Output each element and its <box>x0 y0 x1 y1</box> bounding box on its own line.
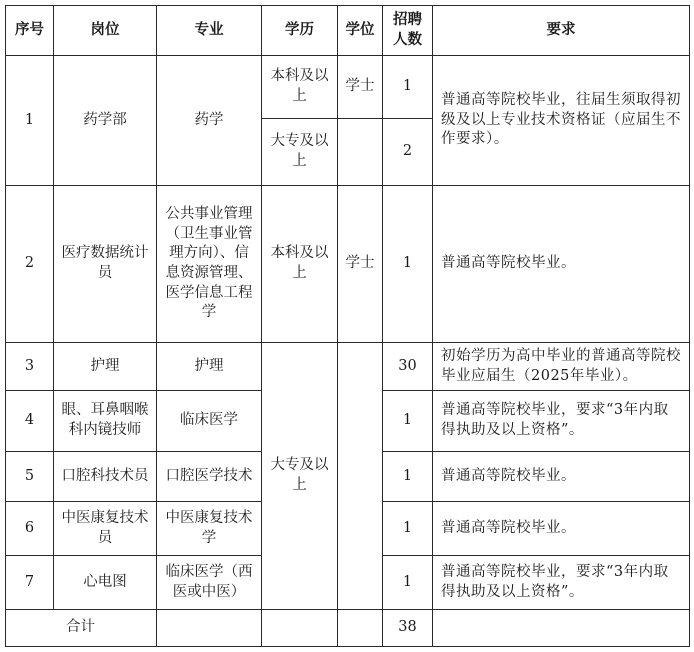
row-post: 护理 <box>54 343 157 391</box>
total-row <box>6 610 690 647</box>
header-headcount: 招聘人数 <box>383 6 433 56</box>
row-requirements: 普通高等院校毕业。 <box>433 502 690 556</box>
row-education: 大专及以上 <box>262 119 338 186</box>
recruitment-table <box>5 5 690 647</box>
table-row <box>6 343 690 391</box>
row-requirements: 普通高等院校毕业，要求“3年内取得执助及以上资格”。 <box>433 556 690 610</box>
row-requirements: 普通高等院校毕业，要求“3年内取得执助及以上资格”。 <box>433 391 690 452</box>
header-major: 专业 <box>157 6 262 56</box>
row-headcount: 1 <box>383 502 433 556</box>
shared-education: 大专及以上 <box>262 343 338 610</box>
row-major: 公共事业管理（卫生事业管理方向）、信息资源管理、医学信息工程学 <box>157 186 262 343</box>
row-no: 7 <box>6 556 54 610</box>
header-education: 学历 <box>262 6 338 56</box>
row-headcount: 2 <box>383 119 433 186</box>
header-row <box>6 6 690 56</box>
row-headcount: 30 <box>383 343 433 391</box>
row-post: 医疗数据统计员 <box>54 186 157 343</box>
row-degree: 学士 <box>338 56 383 119</box>
header-no: 序号 <box>6 6 54 56</box>
total-empty <box>433 610 690 647</box>
row-headcount: 1 <box>383 56 433 119</box>
row-major: 药学 <box>157 56 262 186</box>
row-major: 口腔医学技术 <box>157 452 262 502</box>
header-requirements: 要求 <box>433 6 690 56</box>
shared-degree-empty <box>338 343 383 610</box>
row-no: 3 <box>6 343 54 391</box>
row-requirements: 初始学历为高中毕业的普通高等院校毕业应届生（2025年毕业）。 <box>433 343 690 391</box>
row-education: 本科及以上 <box>262 186 338 343</box>
row-no: 4 <box>6 391 54 452</box>
row-post: 药学部 <box>54 56 157 186</box>
row-requirements: 普通高等院校毕业，往届生须取得初级及以上专业技术资格证（应届生不作要求）。 <box>433 56 690 186</box>
row-degree-empty <box>338 119 383 186</box>
row-major: 护理 <box>157 343 262 391</box>
row-major: 中医康复技术学 <box>157 502 262 556</box>
table-row <box>6 56 690 119</box>
row-post: 眼、耳鼻咽喉科内镜技师 <box>54 391 157 452</box>
row-post: 中医康复技术员 <box>54 502 157 556</box>
row-headcount: 1 <box>383 556 433 610</box>
row-headcount: 1 <box>383 452 433 502</box>
row-degree: 学士 <box>338 186 383 343</box>
total-empty <box>338 610 383 647</box>
row-major: 临床医学（西医或中医） <box>157 556 262 610</box>
header-post: 岗位 <box>54 6 157 56</box>
row-post: 口腔科技术员 <box>54 452 157 502</box>
total-empty <box>157 610 262 647</box>
row-requirements: 普通高等院校毕业。 <box>433 186 690 343</box>
total-label: 合计 <box>6 610 157 647</box>
row-headcount: 1 <box>383 186 433 343</box>
row-no: 2 <box>6 186 54 343</box>
row-post: 心电图 <box>54 556 157 610</box>
row-headcount: 1 <box>383 391 433 452</box>
row-no: 5 <box>6 452 54 502</box>
row-no: 6 <box>6 502 54 556</box>
table-row <box>6 186 690 343</box>
row-education: 本科及以上 <box>262 56 338 119</box>
total-empty <box>262 610 338 647</box>
header-degree: 学位 <box>338 6 383 56</box>
row-requirements: 普通高等院校毕业。 <box>433 452 690 502</box>
row-major: 临床医学 <box>157 391 262 452</box>
total-headcount: 38 <box>383 610 433 647</box>
row-no: 1 <box>6 56 54 186</box>
